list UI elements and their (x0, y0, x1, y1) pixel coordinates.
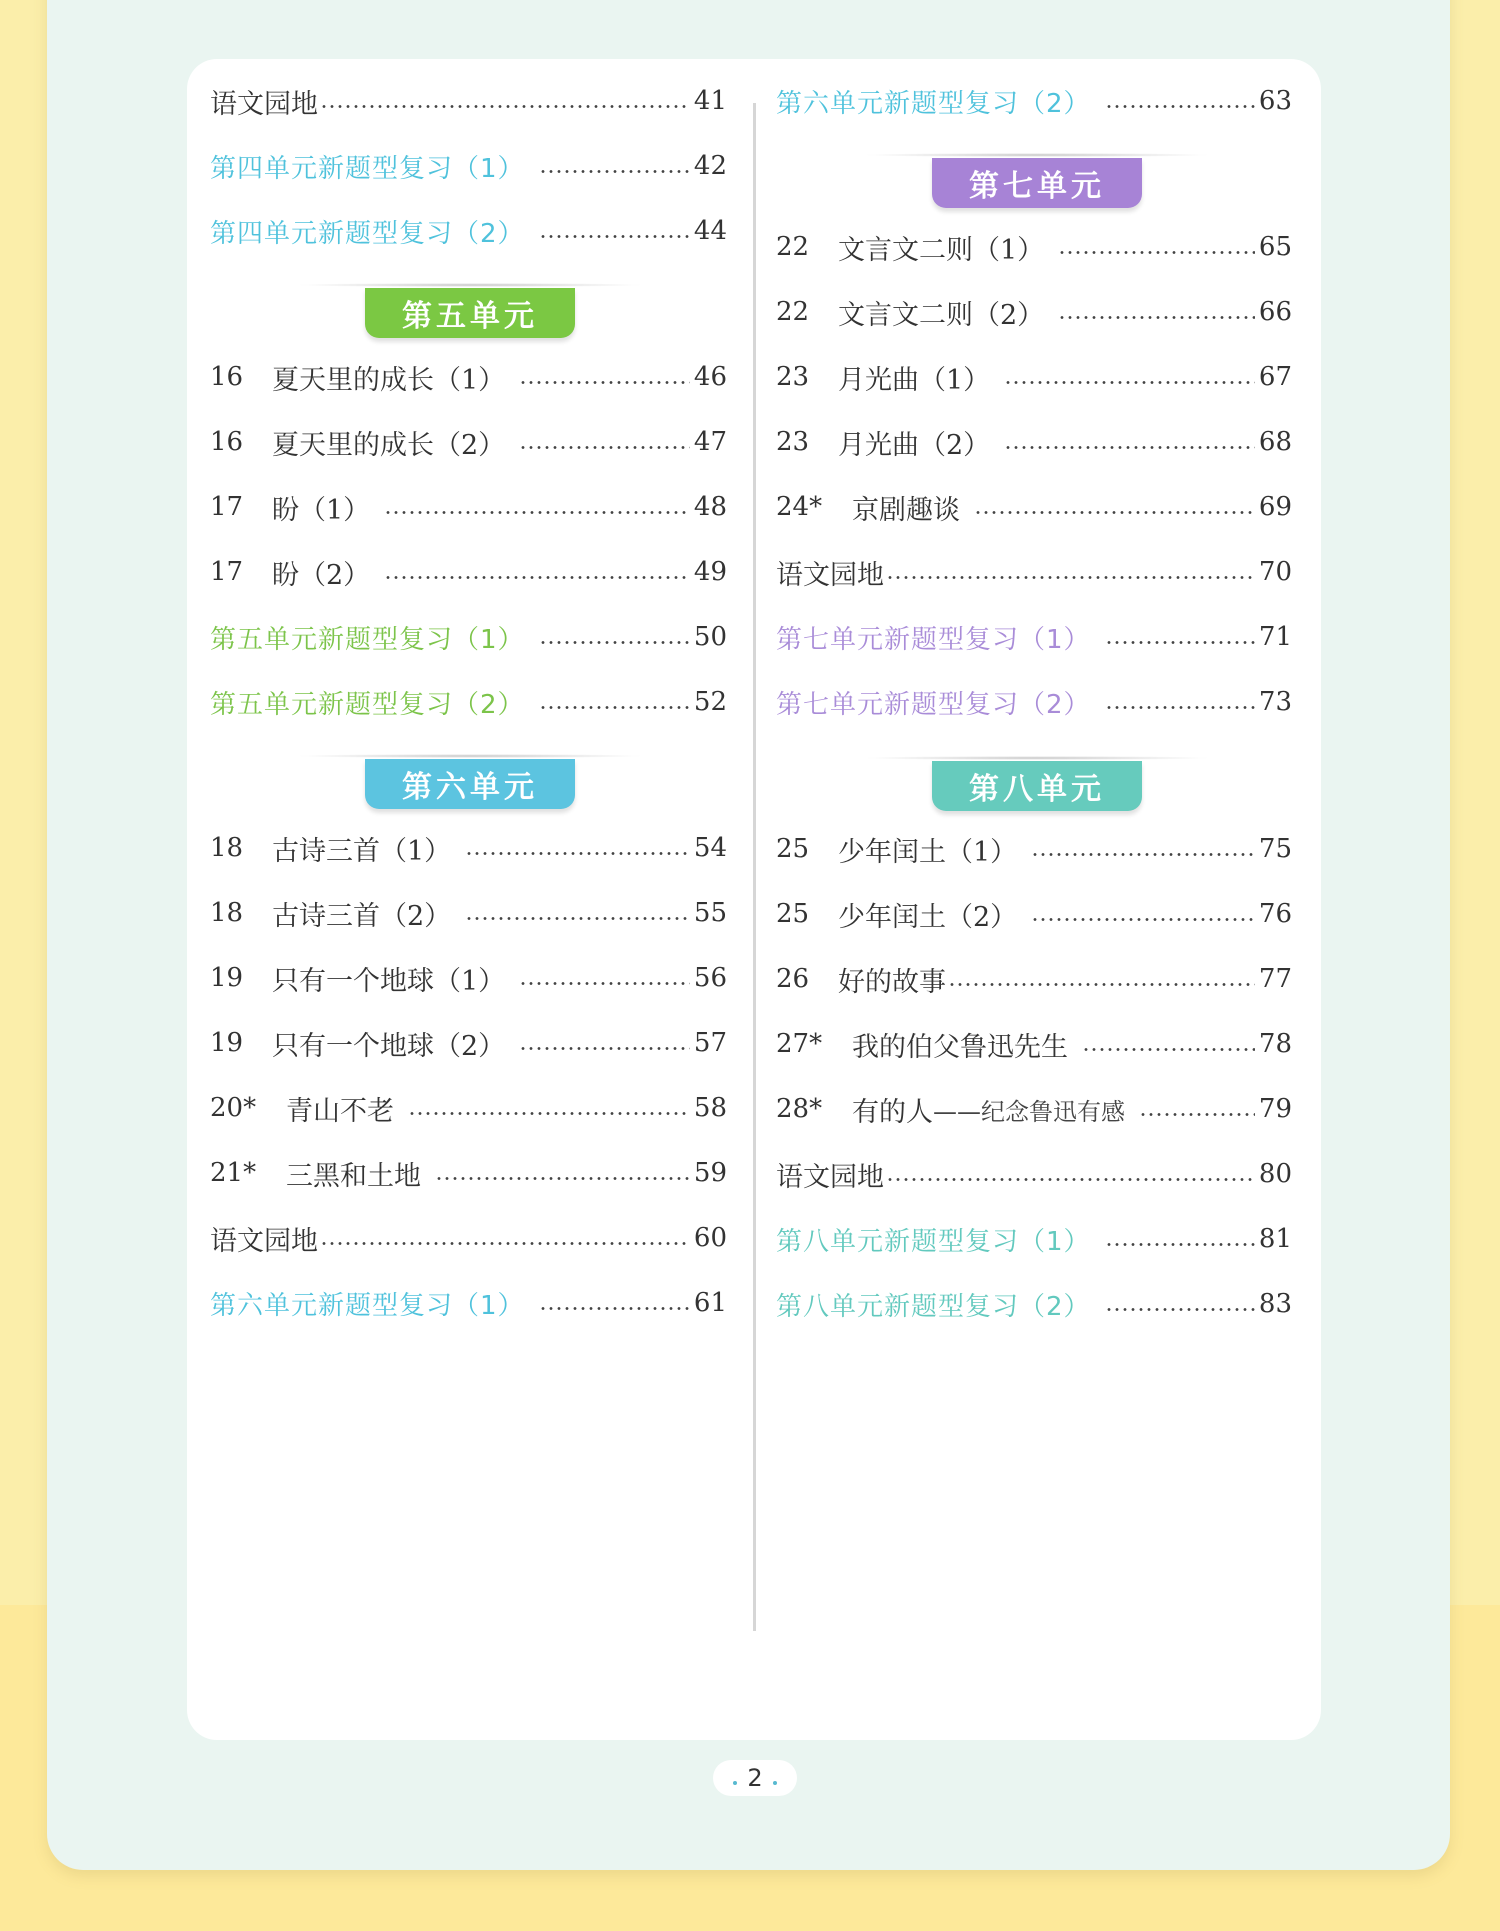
page-ref: 78 (1258, 1029, 1292, 1059)
entry-title: 古诗三首（2） (272, 900, 452, 932)
unit-heading (365, 756, 575, 812)
toc-entry[interactable] (776, 420, 1292, 464)
toc-entry[interactable] (210, 826, 727, 870)
toc-entry[interactable] (210, 550, 727, 594)
page-ref: 41 (693, 86, 727, 116)
lesson-number: 28* (776, 1094, 823, 1124)
dot-leader (1105, 706, 1255, 709)
dot-leader (1105, 641, 1255, 644)
entry-title: 月光曲（2） (838, 429, 991, 461)
entry-title: 语文园地 (776, 1161, 884, 1193)
page-ref: 76 (1258, 899, 1292, 929)
page-ref: 44 (693, 216, 727, 246)
toc-entry[interactable] (210, 144, 727, 188)
toc-entry[interactable] (210, 79, 727, 123)
dot-leader (1105, 1308, 1255, 1311)
dot-leader (519, 446, 690, 449)
page-ref: 56 (693, 963, 727, 993)
entry-title: 有的人 (852, 1096, 933, 1128)
toc-entry[interactable] (776, 550, 1292, 594)
page-ref: 65 (1258, 232, 1292, 262)
page-ref: 80 (1258, 1159, 1292, 1189)
lesson-number: 16 (210, 362, 244, 392)
entry-title: 三黑和土地 (286, 1160, 421, 1192)
toc-entry[interactable] (776, 1282, 1292, 1326)
dot-leader (519, 381, 690, 384)
lesson-number: 21* (210, 1158, 257, 1188)
page-ref: 50 (693, 622, 727, 652)
toc-entry[interactable] (210, 891, 727, 935)
toc-entry[interactable] (776, 79, 1292, 123)
entry-title: 语文园地 (210, 88, 318, 120)
dot-leader (948, 983, 1255, 986)
toc-entry[interactable] (776, 290, 1292, 334)
toc-entry[interactable] (210, 680, 727, 724)
unit-heading-label: 第六单元 (365, 759, 575, 809)
dot-leader (384, 576, 690, 579)
dot-leader (1031, 918, 1255, 921)
dot-leader (539, 641, 690, 644)
page-ref: 71 (1258, 622, 1292, 652)
page-number-badge (713, 1760, 797, 1796)
lesson-number: 19 (210, 1028, 244, 1058)
entry-title: 少年闰土（2） (838, 901, 1018, 933)
entry-title: 我的伯父鲁迅先生 (852, 1031, 1068, 1063)
page-ref: 61 (693, 1288, 727, 1318)
entry-title: 第八单元新题型复习（2） (776, 1291, 1091, 1322)
heading-shadow (862, 756, 1212, 760)
heading-shadow (862, 153, 1212, 157)
lesson-number: 25 (776, 834, 810, 864)
toc-entry[interactable] (776, 1217, 1292, 1261)
page-ref: 59 (693, 1158, 727, 1188)
decor-dot-icon (773, 1781, 777, 1785)
heading-shadow (295, 283, 645, 287)
entry-title: 只有一个地球（1） (272, 965, 506, 997)
lesson-number: 23 (776, 427, 810, 457)
lesson-number: 23 (776, 362, 810, 392)
entry-title: 第五单元新题型复习（2） (210, 689, 525, 720)
dot-leader (1105, 1243, 1255, 1246)
page-ref: 79 (1258, 1094, 1292, 1124)
toc-entry[interactable] (210, 1021, 727, 1065)
dot-leader (1031, 853, 1255, 856)
toc-entry[interactable] (210, 615, 727, 659)
page-ref: 68 (1258, 427, 1292, 457)
page-ref: 52 (693, 687, 727, 717)
toc-entry[interactable] (210, 1151, 727, 1195)
page-ref: 57 (693, 1028, 727, 1058)
dot-leader (1105, 105, 1255, 108)
dot-leader (1139, 1113, 1255, 1116)
entry-title: 第六单元新题型复习（1） (210, 1290, 525, 1321)
dot-leader (1004, 381, 1255, 384)
page-ref: 58 (693, 1093, 727, 1123)
entry-title: 第七单元新题型复习（2） (776, 689, 1091, 720)
lesson-number: 17 (210, 492, 244, 522)
page-ref: 81 (1258, 1224, 1292, 1254)
page-ref: 60 (693, 1223, 727, 1253)
page-ref: 46 (693, 362, 727, 392)
dot-leader (539, 1307, 690, 1310)
toc-entry[interactable] (210, 420, 727, 464)
dot-leader (974, 511, 1255, 514)
toc-entry[interactable] (210, 485, 727, 529)
page-ref: 67 (1258, 362, 1292, 392)
entry-title: 文言文二则（1） (838, 234, 1045, 266)
toc-entry[interactable] (210, 209, 727, 253)
page-ref: 47 (693, 427, 727, 457)
lesson-number: 25 (776, 899, 810, 929)
dot-leader (886, 576, 1255, 579)
entry-title: 少年闰土（1） (838, 836, 1018, 868)
dot-leader (539, 235, 690, 238)
dot-leader (408, 1112, 690, 1115)
toc-entry[interactable] (776, 957, 1292, 1001)
page-ref: 54 (693, 833, 727, 863)
entry-title: 盼（1） (272, 494, 371, 526)
page-ref: 77 (1258, 964, 1292, 994)
entry-title: 第六单元新题型复习（2） (776, 88, 1091, 119)
dot-leader (1058, 316, 1255, 319)
page-ref: 69 (1258, 492, 1292, 522)
lesson-number: 17 (210, 557, 244, 587)
dot-leader (1004, 446, 1255, 449)
entry-title: 第五单元新题型复习（1） (210, 624, 525, 655)
toc-entry[interactable] (776, 485, 1292, 529)
lesson-number: 18 (210, 898, 244, 928)
unit-heading-label: 第八单元 (932, 761, 1142, 811)
dot-leader (519, 1047, 690, 1050)
toc-entry[interactable] (776, 1152, 1292, 1196)
page-ref: 73 (1258, 687, 1292, 717)
entry-title: 第四单元新题型复习（2） (210, 218, 525, 249)
entry-title: 京剧趣谈 (852, 494, 960, 526)
page-ref: 42 (693, 151, 727, 181)
page-ref: 63 (1258, 86, 1292, 116)
entry-title: 第七单元新题型复习（1） (776, 624, 1091, 655)
page-ref: 70 (1258, 557, 1292, 587)
lesson-number: 18 (210, 833, 244, 863)
toc-entry[interactable] (776, 827, 1292, 871)
dot-leader (539, 706, 690, 709)
dot-leader (1082, 1048, 1255, 1051)
entry-title: 只有一个地球（2） (272, 1030, 506, 1062)
toc-entry[interactable] (210, 1281, 727, 1325)
dot-leader (1058, 251, 1255, 254)
toc-entry[interactable] (210, 355, 727, 399)
entry-title: 语文园地 (776, 559, 884, 591)
toc-entry[interactable] (210, 1086, 727, 1130)
entry-title: 第四单元新题型复习（1） (210, 153, 525, 184)
dot-leader (539, 170, 690, 173)
heading-shadow (295, 754, 645, 758)
page-number: 2 (747, 1764, 763, 1792)
entry-title: 古诗三首（1） (272, 835, 452, 867)
dot-leader (886, 1178, 1255, 1181)
unit-heading-label: 第七单元 (932, 158, 1142, 208)
unit-heading (932, 155, 1142, 211)
entry-subtitle: ——纪念鲁迅有感 (933, 1097, 1125, 1126)
dot-leader (320, 1242, 690, 1245)
lesson-number: 20* (210, 1093, 257, 1123)
page-ref: 83 (1258, 1289, 1292, 1319)
lesson-number: 22 (776, 297, 810, 327)
entry-title: 夏天里的成长（2） (272, 429, 506, 461)
lesson-number: 19 (210, 963, 244, 993)
unit-heading (932, 758, 1142, 814)
unit-heading-label: 第五单元 (365, 288, 575, 338)
toc-entry[interactable] (210, 1216, 727, 1260)
page-ref: 66 (1258, 297, 1292, 327)
lesson-number: 24* (776, 492, 823, 522)
dot-leader (465, 917, 690, 920)
page-ref: 75 (1258, 834, 1292, 864)
entry-title: 第八单元新题型复习（1） (776, 1226, 1091, 1257)
toc-entry[interactable] (776, 355, 1292, 399)
dot-leader (320, 105, 690, 108)
entry-title: 盼（2） (272, 559, 371, 591)
toc-entry[interactable] (776, 680, 1292, 724)
dot-leader (384, 511, 690, 514)
toc-entry[interactable] (776, 615, 1292, 659)
entry-title: 月光曲（1） (838, 364, 991, 396)
toc-entry[interactable] (210, 956, 727, 1000)
entry-title: 夏天里的成长（1） (272, 364, 506, 396)
lesson-number: 26 (776, 964, 810, 994)
page-ref: 48 (693, 492, 727, 522)
page-ref: 55 (693, 898, 727, 928)
entry-title: 语文园地 (210, 1225, 318, 1257)
toc-entry[interactable] (776, 892, 1292, 936)
lesson-number: 16 (210, 427, 244, 457)
entry-title: 青山不老 (286, 1095, 394, 1127)
lesson-number: 27* (776, 1029, 823, 1059)
toc-entry[interactable] (776, 1022, 1292, 1066)
entry-title: 好的故事 (838, 966, 946, 998)
page-ref: 49 (693, 557, 727, 587)
decor-dot-icon (733, 1781, 737, 1785)
toc-entry[interactable] (776, 225, 1292, 269)
entry-title: 文言文二则（2） (838, 299, 1045, 331)
unit-heading (365, 285, 575, 341)
lesson-number: 22 (776, 232, 810, 262)
dot-leader (465, 852, 690, 855)
dot-leader (435, 1177, 690, 1180)
column-divider (753, 103, 756, 1631)
toc-entry[interactable] (776, 1087, 1292, 1131)
dot-leader (519, 982, 690, 985)
